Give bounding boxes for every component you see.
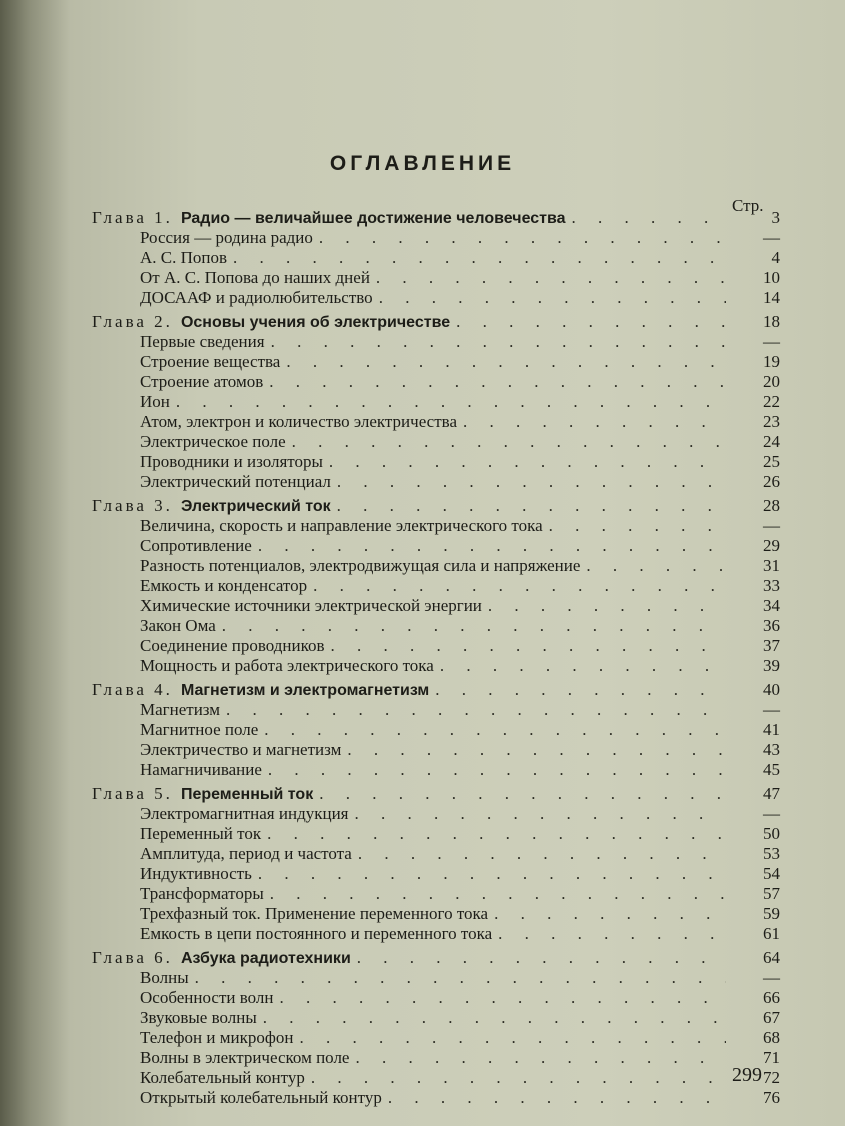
toc-chapter-line (92, 310, 780, 332)
section-page: 36 (763, 616, 780, 635)
toc-section-line (92, 1068, 780, 1088)
toc-section-line (92, 636, 780, 656)
toc-chapter (92, 946, 780, 1108)
leader-dots (358, 844, 726, 864)
toc-section-line (92, 248, 780, 268)
leader-dots (357, 948, 726, 968)
section-title: Амплитуда, период и частота (140, 844, 352, 863)
toc-chapter-line (92, 782, 780, 804)
section-page: 50 (763, 824, 780, 843)
section-page: 26 (763, 472, 780, 491)
section-title: Строение вещества (140, 352, 281, 371)
section-page: 23 (763, 412, 780, 431)
chapter-page: 3 (771, 208, 780, 227)
leader-dots (271, 332, 726, 352)
section-page: — (763, 968, 780, 987)
toc-section-line (92, 968, 780, 988)
section-title: Атом, электрон и количество электричества (140, 412, 457, 431)
toc-section-line (92, 576, 780, 596)
section-title: Соединение проводников (140, 636, 325, 655)
chapter-title: Основы учения об электричестве (180, 314, 451, 331)
section-title: Открытый колебательный контур (140, 1088, 382, 1107)
chapter-label: Глава 1. (92, 208, 173, 227)
section-page: 25 (763, 452, 780, 471)
section-title: А. С. Попов (140, 248, 228, 267)
toc-chapter-line (92, 494, 780, 516)
toc-section-line (92, 700, 780, 720)
section-title: Электрическое поле (140, 432, 286, 451)
section-page: 61 (763, 924, 780, 943)
section-title: Волны в электрическом поле (140, 1048, 350, 1067)
section-title: Ион (140, 392, 170, 411)
toc-section-line (92, 844, 780, 864)
section-page: — (763, 332, 780, 351)
section-title: От А. С. Попова до наших дней (140, 268, 370, 287)
leader-dots (233, 248, 726, 268)
section-page: 34 (763, 596, 780, 615)
leader-dots (226, 700, 726, 720)
section-page: 24 (763, 432, 780, 451)
toc-section-line (92, 740, 780, 760)
section-page: 72 (763, 1068, 780, 1087)
toc-section-line (92, 228, 780, 248)
toc-chapter-line (92, 678, 780, 700)
section-title: Мощность и работа электрического тока (140, 656, 434, 675)
leader-dots (376, 268, 726, 288)
section-title: Емкость и конденсатор (140, 576, 308, 595)
section-page: — (763, 804, 780, 823)
toc-section-line (92, 372, 780, 392)
toc-section-line (92, 804, 780, 824)
page-title: ОГЛАВЛЕНИЕ (329, 152, 516, 175)
toc-section-line (92, 412, 780, 432)
section-title: Разность потенциалов, электродвижущая сила и напряжение (140, 556, 581, 575)
section-title: Проводники и изоляторы (140, 452, 323, 471)
section-title: Звуковые волны (140, 1008, 257, 1027)
leader-dots (299, 1028, 726, 1048)
section-page: 76 (763, 1088, 780, 1107)
section-page: 10 (763, 268, 780, 287)
toc-section-line (92, 268, 780, 288)
toc-section-line (92, 904, 780, 924)
toc-section-line (92, 616, 780, 636)
section-page: 45 (763, 760, 780, 779)
section-title: ДОСААФ и радиолюбительство (140, 288, 373, 307)
toc-section-line (92, 1048, 780, 1068)
toc-section-line (92, 432, 780, 452)
toc-section-line (92, 1028, 780, 1048)
leader-dots (440, 656, 726, 676)
section-page: 19 (763, 352, 780, 371)
leader-dots (269, 372, 726, 392)
chapter-page: 64 (763, 948, 780, 967)
leader-dots (268, 760, 726, 780)
leader-dots (347, 740, 726, 760)
leader-dots (586, 556, 726, 576)
leader-dots (195, 968, 726, 988)
chapter-title: Переменный ток (180, 786, 314, 803)
toc-section-line (92, 556, 780, 576)
leader-dots (355, 804, 727, 824)
leader-dots (319, 784, 726, 804)
section-page: 29 (763, 536, 780, 555)
leader-dots (549, 516, 726, 536)
section-title: Строение атомов (140, 372, 264, 391)
section-page: 4 (771, 248, 780, 267)
leader-dots (379, 288, 726, 308)
leader-dots (488, 596, 726, 616)
leader-dots (286, 352, 726, 372)
section-title: Переменный ток (140, 824, 262, 843)
chapter-label: Глава 4. (92, 680, 173, 699)
chapter-title: Азбука радиотехники (180, 950, 351, 967)
leader-dots (313, 576, 726, 596)
section-page: 37 (763, 636, 780, 655)
section-page: 33 (763, 576, 780, 595)
table-of-contents (92, 204, 780, 1108)
leader-dots (388, 1088, 726, 1108)
toc-section-line (92, 288, 780, 308)
chapter-label: Глава 3. (92, 496, 173, 515)
leader-dots (264, 720, 726, 740)
toc-chapter (92, 678, 780, 780)
chapter-label: Глава 5. (92, 784, 173, 803)
toc-section-line (92, 656, 780, 676)
section-page: 53 (763, 844, 780, 863)
chapter-page: 28 (763, 496, 780, 515)
leader-dots (435, 680, 726, 700)
toc-section-line (92, 452, 780, 472)
section-title: Электрический потенциал (140, 472, 331, 491)
section-page: 43 (763, 740, 780, 759)
toc-section-line (92, 1088, 780, 1108)
section-title: Намагничивание (140, 760, 262, 779)
section-title: Электромагнитная индукция (140, 804, 349, 823)
section-page: 68 (763, 1028, 780, 1047)
page-column-label: Стр. (732, 196, 764, 215)
leader-dots (222, 616, 726, 636)
leader-dots (329, 452, 726, 472)
toc-section-line (92, 472, 780, 492)
section-title: Электричество и магнетизм (140, 740, 342, 759)
section-page: 57 (763, 884, 780, 903)
leader-dots (263, 1008, 726, 1028)
section-page: 31 (763, 556, 780, 575)
section-page: 67 (763, 1008, 780, 1027)
leader-dots (331, 636, 726, 656)
section-title: Трансформаторы (140, 884, 264, 903)
toc-section-line (92, 1008, 780, 1028)
toc-section-line (92, 352, 780, 372)
toc-section-line (92, 924, 780, 944)
toc-chapter (92, 206, 780, 308)
section-page: 59 (763, 904, 780, 923)
leader-dots (319, 228, 726, 248)
section-title: Химические источники электрической энергии (140, 596, 482, 615)
toc-section-line (92, 332, 780, 352)
chapter-page: 18 (763, 312, 780, 331)
leader-dots (355, 1048, 726, 1068)
leader-dots (494, 904, 726, 924)
toc-section-line (92, 988, 780, 1008)
section-page: 22 (763, 392, 780, 411)
chapter-title: Магнетизм и электромагнетизм (180, 682, 430, 699)
section-page: 39 (763, 656, 780, 675)
toc-section-line (92, 884, 780, 904)
toc-section-line (92, 392, 780, 412)
section-title: Первые сведения (140, 332, 265, 351)
section-title: Индуктивность (140, 864, 252, 883)
section-title: Сопротивление (140, 536, 252, 555)
section-title: Россия — родина радио (140, 228, 313, 247)
section-title: Величина, скорость и направление электрического тока (140, 516, 543, 535)
toc-chapter (92, 782, 780, 944)
section-page: — (763, 228, 780, 247)
leader-dots (176, 392, 726, 412)
section-page: 71 (763, 1048, 780, 1067)
leader-dots (258, 864, 726, 884)
leader-dots (311, 1068, 726, 1088)
leader-dots (456, 312, 726, 332)
leader-dots (337, 496, 726, 516)
section-page: 54 (763, 864, 780, 883)
leader-dots (337, 472, 726, 492)
section-title: Закон Ома (140, 616, 216, 635)
section-page: 14 (763, 288, 780, 307)
leader-dots (280, 988, 726, 1008)
toc-section-line (92, 720, 780, 740)
section-title: Особенности волн (140, 988, 274, 1007)
toc-section-line (92, 760, 780, 780)
toc-section-line (92, 516, 780, 536)
toc-chapter-line (92, 206, 780, 228)
toc-chapter-line (92, 946, 780, 968)
toc-section-line (92, 864, 780, 884)
section-page: — (763, 700, 780, 719)
leader-dots (463, 412, 726, 432)
chapter-title: Радио — величайшее достижение человечества (180, 210, 566, 227)
chapter-page: 47 (763, 784, 780, 803)
leader-dots (498, 924, 726, 944)
page-number: 299 (732, 1064, 762, 1086)
toc-chapter (92, 494, 780, 676)
chapter-title: Электрический ток (180, 498, 331, 515)
section-title: Волны (140, 968, 189, 987)
section-title: Магнетизм (140, 700, 221, 719)
section-page: 41 (763, 720, 780, 739)
section-page: — (763, 516, 780, 535)
section-page: 66 (763, 988, 780, 1007)
leader-dots (292, 432, 726, 452)
section-title: Трехфазный ток. Применение переменного тока (140, 904, 489, 923)
toc-section-line (92, 596, 780, 616)
chapter-label: Глава 6. (92, 948, 173, 967)
chapter-page: 40 (763, 680, 780, 699)
section-title: Емкость в цепи постоянного и переменного тока (140, 924, 493, 943)
leader-dots (572, 208, 726, 228)
leader-dots (258, 536, 726, 556)
section-title: Магнитное поле (140, 720, 259, 739)
toc-section-line (92, 536, 780, 556)
section-title: Телефон и микрофон (140, 1028, 294, 1047)
leader-dots (267, 824, 726, 844)
toc-section-line (92, 824, 780, 844)
chapter-label: Глава 2. (92, 312, 173, 331)
toc-chapter (92, 310, 780, 492)
leader-dots (270, 884, 726, 904)
section-title: Колебательный контур (140, 1068, 305, 1087)
section-page: 20 (763, 372, 780, 391)
